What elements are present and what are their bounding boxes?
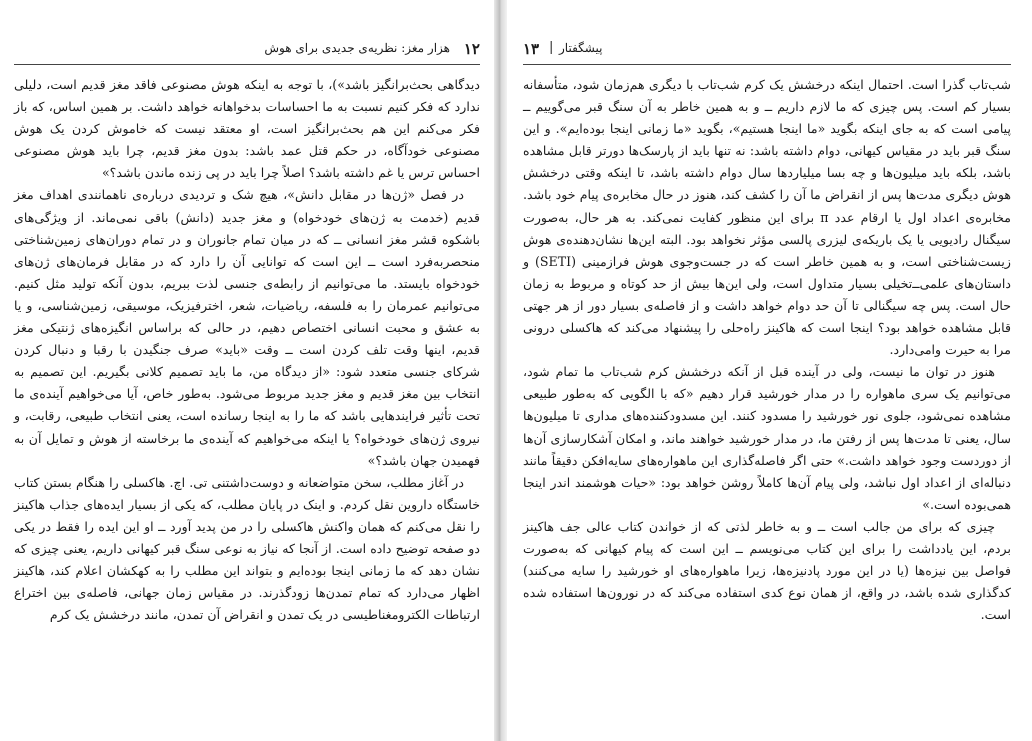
left-header-rule (14, 64, 480, 65)
right-paragraph-2: هنوز در توان ما نیست، ولی در آینده قبل از آنکه درخشش کرم شب‌تاب ما تمام شود، می‌توانیم یک سری ماهواره را در مدار خورشید قرار دهیم «که با الگویی که به‌طور طبیعی مشاهده نمی‌شود، جلوی نور خورشید را مسدود کنند. این مسدودکننده‌های مداری تا میلیون‌ها سال، یعنی تا مدت‌ها پس از رفتن ما، در مدار خورشید خواهند ماند، و امکان آشکارسازی آن‌ها از دوردست وجود خواهد داشت.» حتی اگر فاصله‌گذاری این ماهواره‌های سایه‌افکن دقیقاً مانند دنباله‌ای از اعداد اول نباشد، ولی پیام آن‌ها کاملاً روشن خواهد بود: «حیات هوشمند اندر اینجا همی‌بوده است.» (523, 364, 1011, 512)
left-paragraph-2: در فصل «ژن‌ها در مقابل دانش»، هیچ شک و تردیدی درباره‌ی ناهمانندی اهداف مغز قدیم (خدمت به ژن‌های خودخواه) و مغز جدید (دانش) باقی نمی‌ماند. از ویژگی‌های باشکوه قشر مغز انسانی ــ که در میان تمام جانوران و در تمام دوران‌های زمین‌شناختی منحصربه‌فرد است ــ این است که توانایی آن را دارد که در مقابل فرمان‌های ژن‌های خودخواه بایستد. ما می‌توانیم از رابطه‌ی جنسی لذت ببریم، بدون آنکه تولید مثل کنیم. می‌توانیم عمرمان را به فلسفه، ریاضیات، شعر، اخترفیزیک، موسیقی، زمین‌شناسی، و یا به عشق و محبت انسانی اختصاص دهیم، در حالی که براساس انگیزه‌های ژنتیکی مغز قدیم، اینها وقت تلف کردن است ــ وقت «باید» صرف جنگیدن با رقبا و دنبال کردن شرکای جنسی متعدد شود: «از دیدگاه من، ما باید تصمیم کلانی بگیریم. این تصمیم به انتخاب بین مغز قدیم و مغز جدید مربوط می‌شود. به‌طور خاص، آیا می‌خواهیم آینده‌ی ما تحت تأثیر فرایندهایی باشد که ما را به اینجا رسانده است، یعنی انتخاب طبیعی، رقابت، و نیروی ژن‌های خودخواه؟ یا اینکه می‌خواهیم که آینده‌ی ما برخاسته از هوش و تمایل آن به فهمیدن جهان باشد؟» (14, 187, 480, 468)
right-running-title: پیشگفتار (559, 41, 603, 55)
left-page-header (14, 40, 480, 62)
right-paragraph-1: شب‌تاب گذرا است. احتمال اینکه درخشش یک کرم شب‌تاب با دیگری هم‌زمان شود، متأسفانه بسیار کم است. پس چیزی که ما لازم داریم ــ و به همین خاطر به آن سنگ قبر می‌گوییم ــ پیامی است که به جای اینکه بگوید «ما اینجا هستیم»، بگوید «ما زمانی اینجا بوده‌ایم». و این سنگ قبر باید در مقیاس کیهانی، دوام داشته باشد: نه تنها باید از پارسک‌ها دورتر قابل مشاهده باشد، بلکه باید میلیون‌ها و چه بسا میلیاردها سال دوام داشته باشد، تا اینکه وقتی درخشش هوش دیگری مدت‌ها پس از انقراض ما آن را کشف کند، هنوز در حال مخابره‌ی پیام خود باشد. مخابره‌ی اعداد اول یا ارقام عدد π برای این منظور کفایت نمی‌کند. به هر حال، به‌صورت سیگنال رادیویی یا یک باریکه‌ی لیزری پالسی مؤثر نخواهد بود. البته این‌ها نشان‌دهنده‌ی هوش زیست‌شناختی است، و به همین خاطر است که در جست‌وجوی هوش فرازمینی (SETI) و داستان‌های علمی‌ــ‌تخیلی بسیار متداول است، ولی این‌ها بیش از حد کوتاه و مربوط به زمان حال است. پس چه سیگنالی تا آن حد دوام خواهد داشت و از فاصله‌ی بسیار دور از هر جهتی قابل مشاهده خواهد بود؟ اینجا است که هاکینز راه‌حلی را پیشنهاد می‌کند که هاکسلی درونی مرا به حیرت وامی‌دارد. (523, 77, 1011, 358)
right-page-number: ۱۳ (523, 40, 540, 58)
book-gutter (494, 0, 507, 741)
left-running-title: هزار مغز: نظریه‌ی جدیدی برای هوش (264, 41, 450, 55)
right-page (523, 0, 1011, 741)
header-separator: | (549, 40, 554, 55)
right-page-body (523, 74, 1011, 626)
left-page-body (14, 74, 480, 626)
left-page-number: ۱۲ (463, 40, 480, 58)
right-paragraph-3: چیزی که برای من جالب است ــ و به خاطر لذتی که از خواندن کتاب عالی جف هاکینز بردم، این یادداشت را برای این کتاب می‌نویسم ــ این است که پیام کیهانی که به‌صورت فواصل بین نیزه‌ها (یا در این مورد پادنیزه‌ها، زیرا ماهواره‌های او خورشید را سایه می‌کنند) کدگذاری شده باشد، در واقع، از همان نوع کدی استفاده می‌کند که در نورون‌ها استفاده شده است. (523, 518, 1011, 623)
right-header-rule (523, 64, 1011, 65)
left-paragraph-3: در آغاز مطلب، سخن متواضعانه و دوست‌داشتنی تی. اچ. هاکسلی را هنگام بستن کتاب خاستگاه داروین نقل کردم. و اینک در پایان مطلب، که یکی از بسیار ایده‌های جذاب هاکینز را نقل می‌کنم که همان واکنش هاکسلی را در من پدید آورد ــ او این ایده را فقط در یکی دو صفحه توضیح داده است. از آنجا که نیاز به نوعی سنگ قبر کیهانی داریم، یعنی چیزی که نشان دهد که ما زمانی اینجا بوده‌ایم و بتواند این مطلب را به کهکشان اعلام کند، هاکینز اظهار می‌دارد که تمام تمدن‌ها زودگذرند. در مقیاس زمان جهانی، فاصله‌ی بین اختراع ارتباطات الکترومغناطیسی در یک تمدن و انقراض آن تمدن، مانند درخشش یک کرم (14, 474, 480, 623)
right-page-header (523, 40, 1011, 62)
left-paragraph-1: دیدگاهی بحث‌برانگیز باشد»)، با توجه به اینکه هوش مصنوعی فاقد مغز قدیم است، دلیلی ندارد که فکر کنیم نسبت به ما احساسات بدخواهانه خواهد داشت. بر همین اساس، که باز فکر می‌کنم این هم بحث‌برانگیز است، او معتقد نیست که خاموش کردن یک هوش مصنوعی خودآگاه، در حکم قتل عمد باشد: بدون مغز قدیم، چرا باید هوش مصنوعی احساس ترس یا غم داشته باشد؟ اصلاً چرا باید در پی زنده ماندن باشد؟» (14, 77, 480, 181)
left-page (14, 0, 480, 741)
